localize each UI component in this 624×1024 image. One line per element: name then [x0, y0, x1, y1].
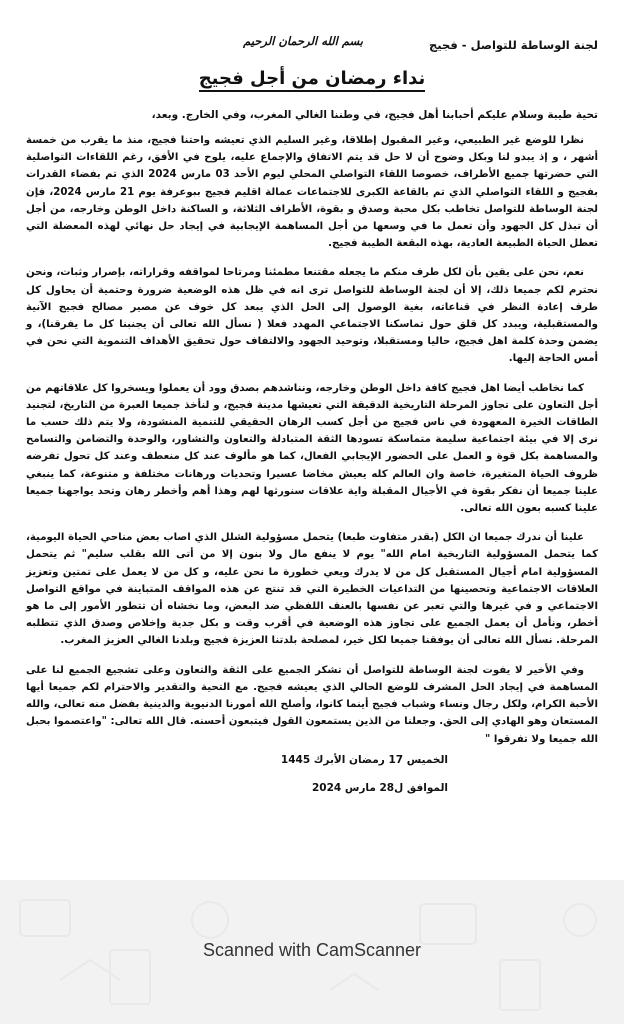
- date-gregorian: الموافق ل28 مارس 2024: [311, 781, 448, 794]
- scanner-label: Scanned with CamScanner: [202, 940, 422, 960]
- greeting: تحية طيبة وسلام عليكم أحبابنا أهل فجيج، في وطننا الغالي المغرب، وفي الخارج. وبعد،: [151, 109, 598, 121]
- paragraph-1: نظرا للوضع غير الطبيعي، وغير المقبول إطلاقا، وغير السليم الذي تعيشه واحتنا فجيج، منذ ما يقرب من خمسة أشهر ، و إذ يبدو لنا وبكل وضوح أن لا حل قد يتم الاتفاق والإجماع عليه، يلوح في الأفق، رغم اللقاءات التواصلية التي حضرتها جميع الأطراف، خصوصا اللقاء التواصلي المحلي ليوم الأحد 03 مارس 2024 الذي تم بفضاء القدرات بفجيج و اللقاء التواصلي الذي تم بالقاعة الكبرى للاجتماعات عمالة اقليم فجيج ببوعرفة يوم 21 مارس 2024، فإن لجنة الوساطة للتواصل تخاطب بكل محبة وصدق و بقوة، الأطراف الثلاثة، و الساكنة داخل الوطن وخارجه، من أجل أن تبذل كل الجهود وأن تعمل ما في وسعها من أجل المساهمة الإيجابية في إيجاد حل نهائي لهذه المعضلة التي تعطل الحياة الطبيعة العادية، بهذه البقعة الطيبة فجيج.: [26, 135, 599, 250]
- date-hijri: الخميس 17 رمضان الأبرك 1445: [280, 753, 448, 766]
- organization-name: لجنة الوساطة للتواصل - فجيج: [428, 38, 598, 52]
- camscanner-footer: [0, 880, 624, 1024]
- paragraph-3: كما نخاطب أيضا اهل فجيج كافة داخل الوطن وخارجه، ونناشدهم بصدق وود أن يعملوا ويسخروا كل علاقاتهم من أجل التعاون على تجاوز المرحلة التاريخية الدقيقة التي تعيشها مدينة فجيج، و لنأخذ جميعا العبرة من التاريخ، لتجنيد الطاقات الخيرة المعهودة في ناس فجيج من أجل كسب الرهان الحقيقي للتنمية المنشودة، ولا يتم ذلك حسب ما نرى إلا في بيئة اجتماعية سليمة متماسكة تسودها الثقة المتبادلة والتعاون والتشاور، والوحدة والتضامن والتسامح والمساهمة بكل قوة و العمل على الحضور الإيجابي الفعال، كما هو مألوف عند كل منعطف وعند كل تحول تفرضه ظروف الحياة المتغيرة، خاصة وان العالم كله يعيش مخاضا عسيرا وتحديات ورهانات مختلفة و متنوعة، كما ينبغي علينا جميعا أن نفكر بقوة في الأجيال المقبلة واية علاقات سنورثها لهم وهذا أهم وأخطر رهان وتحد يواجهنا جميعا علينا كسبه بعون الله تعالى.: [26, 382, 598, 515]
- basmala: بسم الله الرحمان الرحيم: [243, 34, 363, 48]
- paragraph-2: نعم، نحن على يقين بأن لكل طرف منكم ما يجعله مقتنعا مطمئنا ومرتاحا لمواقفه وقراراته، بإصرار وثبات، ونحن نحترم لكم جميعا ذلك، إلا أن لجنة الوساطة للتواصل ترى انه في ظل هذه الوضعية ضرورة وحتمية أن يحاول كل طرف إعادة النظر في قناعاته، بغية الوصول إلى الحل الذي يبعد كل خوف عن مصير مصالح فجيج الآنية والمستقبلية، ويبدد كل قلق حول تماسكنا الاجتماعي المهدد فعلا ( نسأل الله تعالى أن يجنبنا كل ما يفرقنا)، و يضمن وحدة كلمة اهل فجيج، حاليا ومستقبلا، وتوحيد الجهود والالتفاف حول تحقيق الأهداف التنموية التي نحن في أمس الحاجة إليها.: [26, 267, 598, 365]
- paragraph-4: علينا أن ندرك جميعا ان الكل (بقدر متفاوت طبعا) يتحمل مسؤولية الشلل الذي اصاب بعض مناحي الحياة اليومية، كما يتحمل المسؤولية التاريخية امام الله" يوم لا ينفع مال ولا بنون إلا من أتى الله بقلب سليم" ثم يتحمل المسؤولية امام أجيال المستقبل كل من لا يدرك ويعي خطورة ما نحن عليه، و كل من لا يعمل على تمتين وتعزيز العلاقات الاجتماعية وتحصينها من التداعيات الخطيرة التي قد تنتج عن هذه المواقف المتباينة في مواقع التواصل الاجتماعي و في غيرها والتي تعبر عن نفسها بالعنف اللفظي ضد البعض، وما نخشاه أن تتطور الأمور إلى ما هو أخطر، ونأمل أن يعمل الجميع على تجاوز هذه الوضعية في أقرب وقت و بكل جدية وإخلاص وصدق الذي تتطلبه المرحلة. نسأل الله تعالى أن يوفقنا جميعا لكل خير، لمصلحة بلدتنا العزيزة فجيج وبلدنا الغالي العزيز المغرب.: [26, 532, 598, 647]
- document-title: نداء رمضان من أجل فجيج: [199, 68, 426, 92]
- document-title-wrapper: [26, 68, 598, 89]
- paragraph-5-closing: وفي الأخير لا يفوت لجنة الوساطة للتواصل أن تشكر الجميع على الثقة والتعاون وعلى تشجيع الجميع لنا على المساهمة في إيجاد الحل المشرف للوضع الحالي الذي يعيشه فجيج. مع التحية والتقدير والاحترام لكم جميعا أيها الأحبة الكرام، ولكل رجال ونساء وشباب فجيج أينما كانوا، وأصلح الله أمورنا الدنيوية والدينية بفضل منه تعالى، والله المستعان وهو الهادي إلى الحق. وجعلنا من الذين يستمعون القول فيتبعون أحسنه. قال الله تعالى: "واعتصموا بحبل الله جميعا ولا تفرقوا ": [26, 664, 598, 745]
- letterhead: [26, 30, 598, 58]
